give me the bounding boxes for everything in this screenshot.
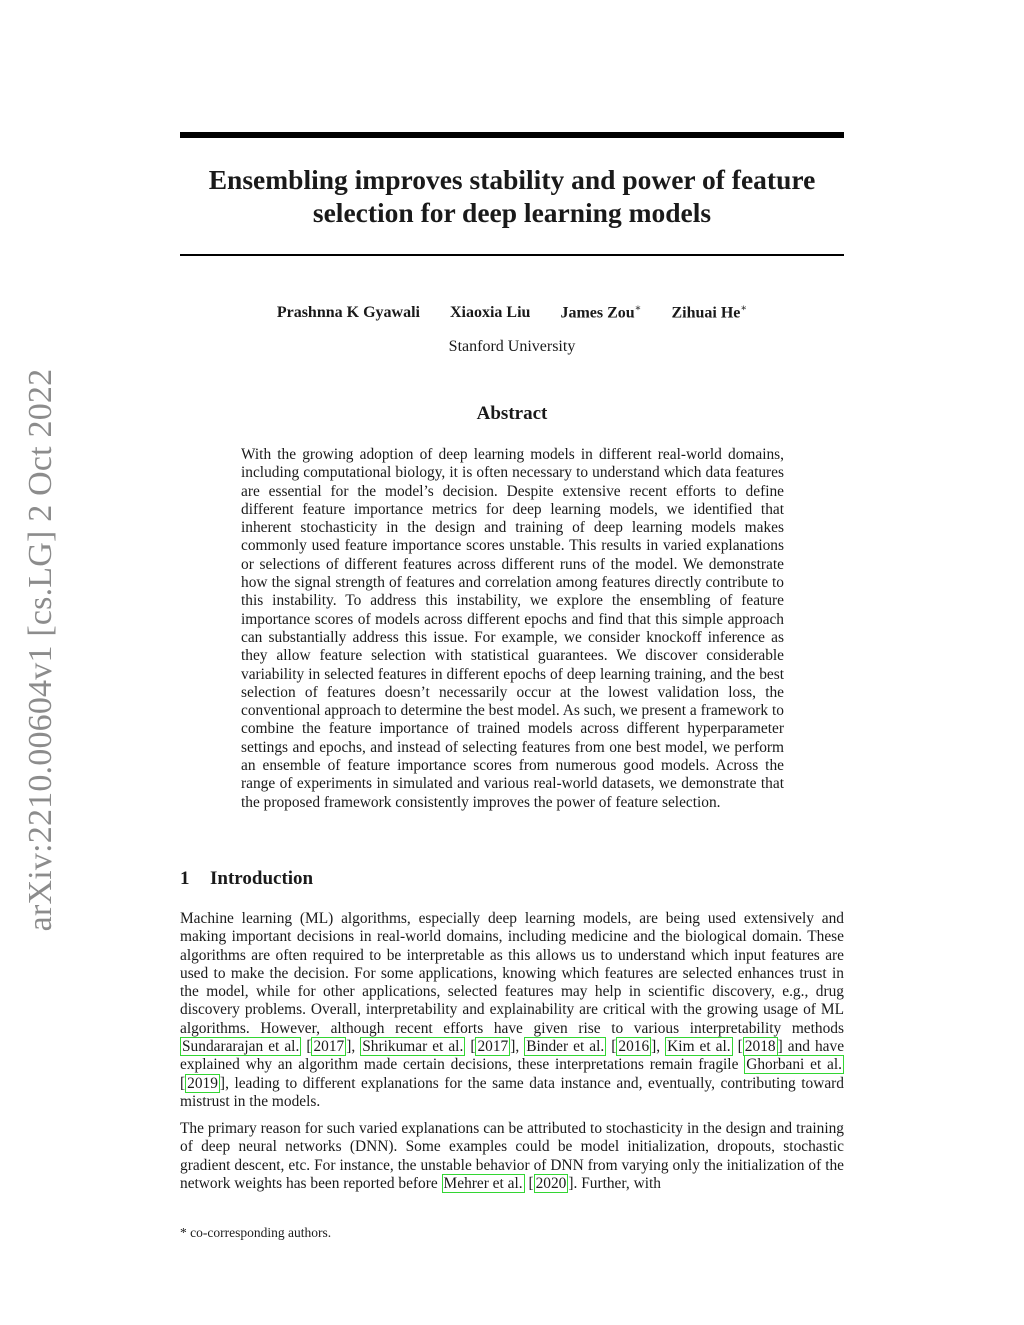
intro-paragraph-1: Machine learning (ML) algorithms, especially deep learning models, are being used extensively and making important decisions in real-world domains, including medicine and the biological domain. These algorithms are often required to be interpretable as this allows us to understand which input features are used to make the decision. For some applications, knowing which features are selected enhances trust in the model, while for other applications, selected features may help in scientific discovery, e.g., drug discovery problems. Overall, interpretability and explainability are critical with the growing usage of ML algorithms. However, although recent efforts have given rise to various interpretability methods Sundararajan et al. [ 2017 ], Shrikumar et al. [ 2017 ], Binder et al. [ 2016 ], Kim et al. [ 2018 ] and have explained why an algorithm made certain decisions, these interpretations remain fragile Ghorbani et al. [ 2019 ], leading to different explanations for the same data instance and, eventually, contributing toward mistrust in the models. — [180, 910, 845, 1110]
citation-link[interactable]: Shrikumar et al. — [362, 1038, 464, 1056]
abstract-text: With the growing adoption of deep learning models in different real-world domains, including computational biology, it is often necessary to understand which data features are essential for the model’s decision. Despite extensive recent efforts to define different feature importance metrics for deep learning models, we identified that inherent stochasticity in the design and training of deep learning models makes commonly used feature importance scores unstable. This results in varied explanations or selections of different features across different runs of the model. We demonstrate how the signal strength of features and correlation among features directly contribute to this instability. To address this instability, we explore the ensembling of feature importance scores of models across different epochs and find that this simple approach can substantially address this issue. For example, we consider knockoff inference as they allow feature selection with statistical guarantees. We discover considerable variability in selected features in different epochs of deep learning training, and the best selection of features doesn’t necessarily occur at the lowest validation loss, the conventional approach to determine the best model. As such, we present a framework to combine the feature importance of trained models across different hyperparameter settings and epochs, and instead of selecting features from one best model, we perform an ensemble of feature importance scores from numerous good models. Across the range of experiments in simulated and various real-world datasets, we demonstrate that the proposed framework consistently improves the power of feature selection. — [241, 446, 784, 811]
title-bottom-rule — [180, 254, 844, 256]
corresponding-author-marker: ∗ — [740, 303, 748, 314]
section-number: 1 — [180, 868, 190, 889]
footnote: * co-corresponding authors. — [180, 1225, 332, 1240]
citation-link[interactable]: Mehrer et al. — [443, 1174, 523, 1192]
title-top-rule — [180, 132, 844, 138]
section-title: Introduction — [210, 868, 314, 889]
citation-link[interactable]: Ghorbani et al. — [746, 1056, 842, 1074]
arxiv-identifier[interactable]: arXiv:2210.00604v1 [cs.LG] 2 Oct 2022 — [22, 368, 59, 932]
section-heading — [180, 867, 313, 891]
author-list — [180, 298, 844, 324]
author-name: Xiaoxia Liu — [449, 304, 531, 322]
citation-link[interactable]: Binder et al. — [526, 1038, 605, 1056]
affiliation: Stanford University — [448, 338, 576, 355]
abstract-heading: Abstract — [476, 403, 548, 424]
citation-year-link[interactable]: 2018 — [744, 1038, 776, 1056]
title-line-1: Ensembling improves stability and power of feature — [208, 164, 816, 195]
title-line-2: selection for deep learning models — [312, 197, 712, 228]
citation-year-link[interactable]: 2016 — [618, 1038, 650, 1056]
intro-paragraph-2: The primary reason for such varied explanations can be attributed to stochasticity in the design and training of deep neural networks (DNN). Some examples could be model initialization, dropouts, stochastic gradient descent, etc. For instance, the unstable behavior of DNN from varying only the initialization of the network weights has been reported before Mehrer et al. [ 2020 ]. Further, with — [180, 1120, 844, 1192]
citation-year-link[interactable]: 2020 — [535, 1174, 567, 1192]
citation-year-link[interactable]: 2019 — [187, 1074, 218, 1092]
author-name: Prashnna K Gyawali — [276, 304, 420, 322]
author-name: Zihuai He∗ — [671, 303, 748, 322]
corresponding-author-marker: ∗ — [634, 303, 642, 314]
author-name: James Zou∗ — [560, 303, 642, 322]
paper-title — [180, 163, 844, 229]
citation-year-link[interactable]: 2017 — [313, 1038, 345, 1056]
citation-link[interactable]: Sundararajan et al. — [182, 1038, 300, 1056]
citation-year-link[interactable]: 2017 — [477, 1038, 509, 1056]
citation-link[interactable]: Kim et al. — [667, 1038, 731, 1056]
